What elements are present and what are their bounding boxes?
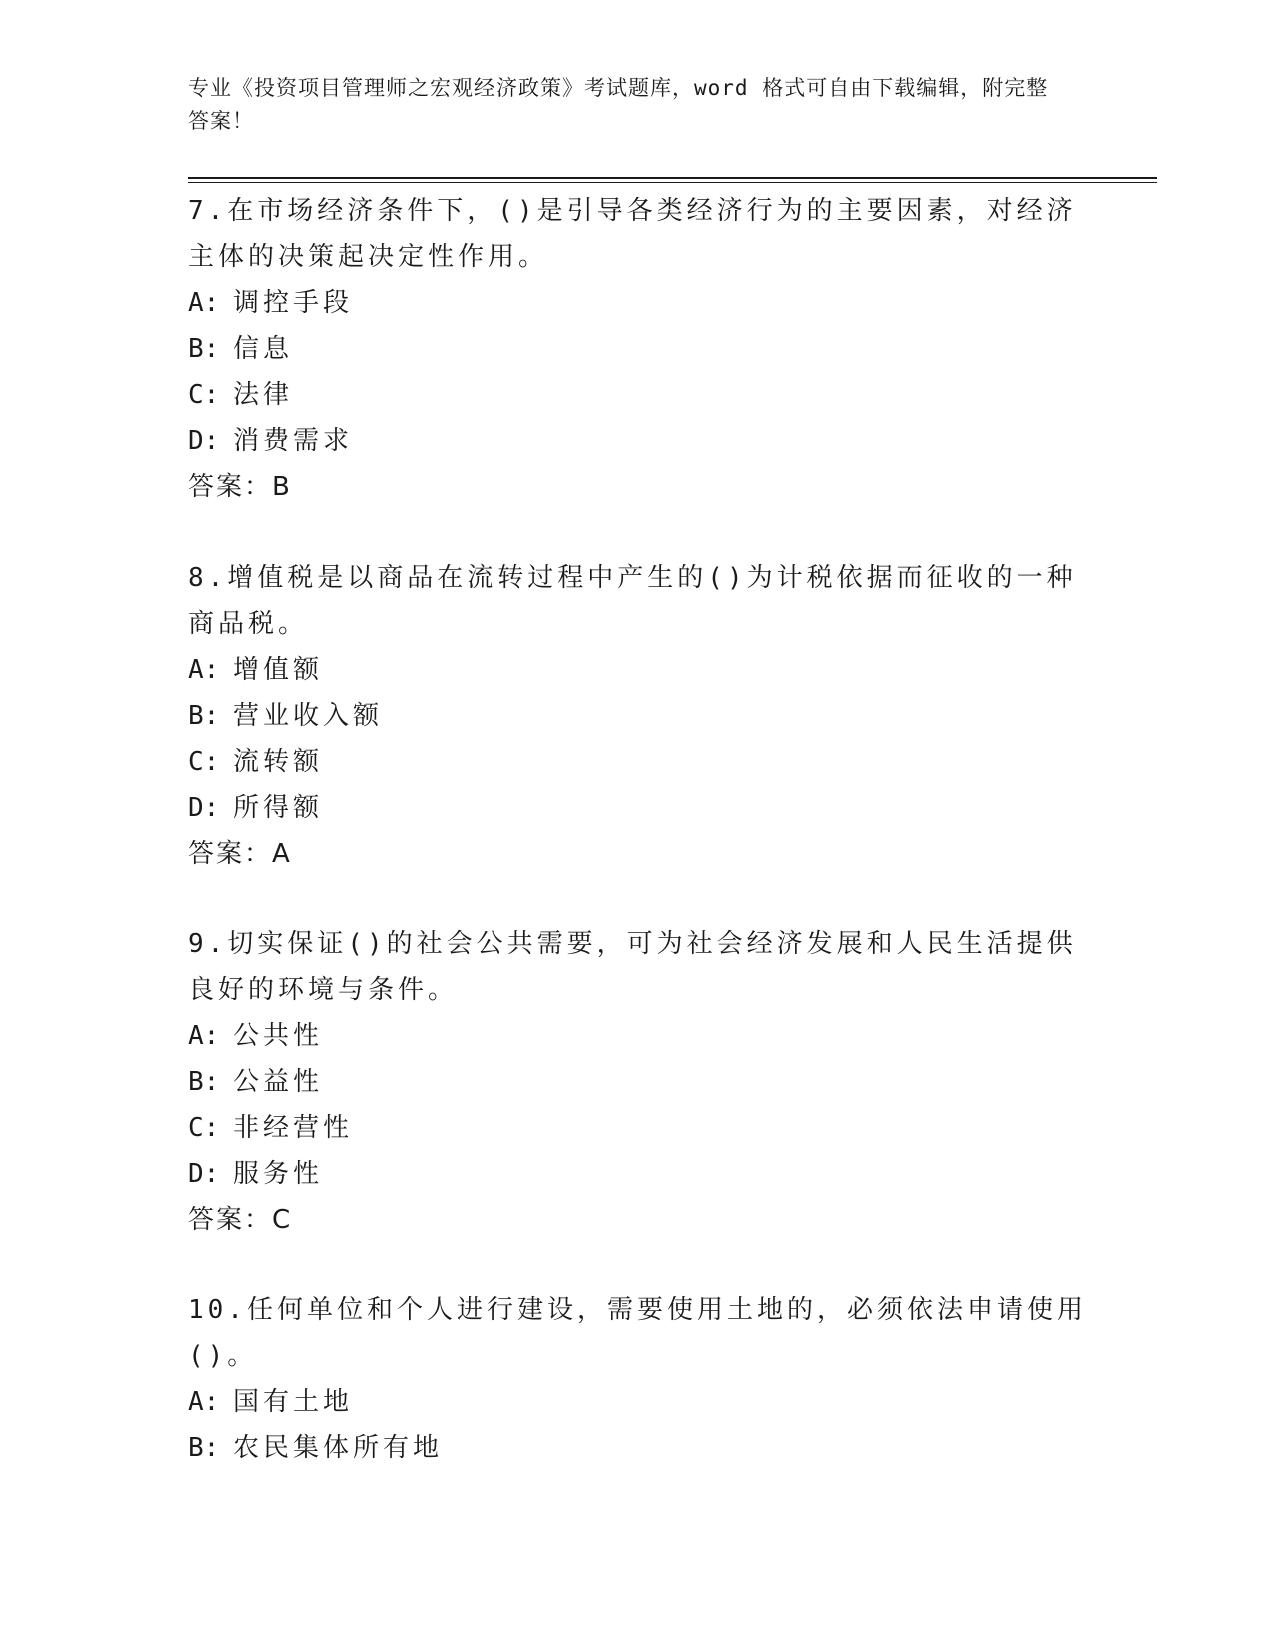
option-letter: B:: [188, 1067, 220, 1097]
option-d: [188, 1151, 1088, 1197]
option-d: [188, 418, 1088, 464]
option-text: 营业收入额: [233, 701, 384, 731]
option-letter: A:: [188, 655, 220, 685]
option-text: 消费需求: [233, 426, 354, 456]
answer-line: 答案：B: [188, 472, 292, 502]
option-letter: A:: [188, 288, 220, 318]
option-letter: C:: [188, 1113, 220, 1143]
header-divider: [188, 177, 1157, 179]
option-c: [188, 739, 1088, 785]
option-letter: B:: [188, 701, 220, 731]
option-b: [188, 1425, 1088, 1471]
option-a: [188, 280, 1088, 326]
option-letter: C:: [188, 380, 220, 410]
option-text: 所得额: [233, 793, 324, 823]
option-text: 调控手段: [233, 288, 354, 318]
option-b: [188, 693, 1088, 739]
question-stem: 8.增值税是以商品在流转过程中产生的()为计税依据而征收的一种商品税。: [188, 563, 1077, 639]
answer-line: 答案：A: [188, 839, 292, 869]
option-text: 流转额: [233, 747, 324, 777]
option-letter: B:: [188, 334, 220, 364]
option-letter: A:: [188, 1387, 220, 1417]
option-a: [188, 1013, 1088, 1059]
option-letter: A:: [188, 1021, 220, 1051]
option-b: [188, 1059, 1088, 1105]
header-divider-thin: [188, 182, 1157, 183]
option-letter: D:: [188, 1159, 220, 1189]
option-a: [188, 647, 1088, 693]
question-stem: 7.在市场经济条件下，()是引导各类经济行为的主要因素，对经济主体的决策起决定性作用。: [188, 196, 1077, 272]
option-text: 增值额: [233, 655, 324, 685]
option-text: 非经营性: [233, 1113, 354, 1143]
option-d: [188, 785, 1088, 831]
question-10: [188, 1287, 1088, 1471]
document-header: 专业《投资项目管理师之宏观经济政策》考试题库，word 格式可自由下载编辑，附完整答案！: [188, 76, 1049, 133]
option-text: 国有土地: [233, 1387, 354, 1417]
option-text: 公益性: [233, 1067, 324, 1097]
option-letter: C:: [188, 747, 220, 777]
question-stem: 10.任何单位和个人进行建设，需要使用土地的，必须依法申请使用()。: [188, 1295, 1087, 1371]
option-text: 法律: [233, 380, 294, 410]
question-9: [188, 921, 1088, 1243]
option-c: [188, 1105, 1088, 1151]
option-letter: B:: [188, 1433, 220, 1463]
option-letter: D:: [188, 426, 220, 456]
option-letter: D:: [188, 793, 220, 823]
question-stem: 9.切实保证()的社会公共需要，可为社会经济发展和人民生活提供良好的环境与条件。: [188, 929, 1077, 1005]
option-a: [188, 1379, 1088, 1425]
option-text: 服务性: [233, 1159, 324, 1189]
question-7: [188, 188, 1088, 510]
option-text: 信息: [233, 334, 294, 364]
question-8: [188, 555, 1088, 877]
option-text: 公共性: [233, 1021, 324, 1051]
option-b: [188, 326, 1088, 372]
option-text: 农民集体所有地: [233, 1433, 444, 1463]
option-c: [188, 372, 1088, 418]
answer-line: 答案：C: [188, 1205, 293, 1235]
